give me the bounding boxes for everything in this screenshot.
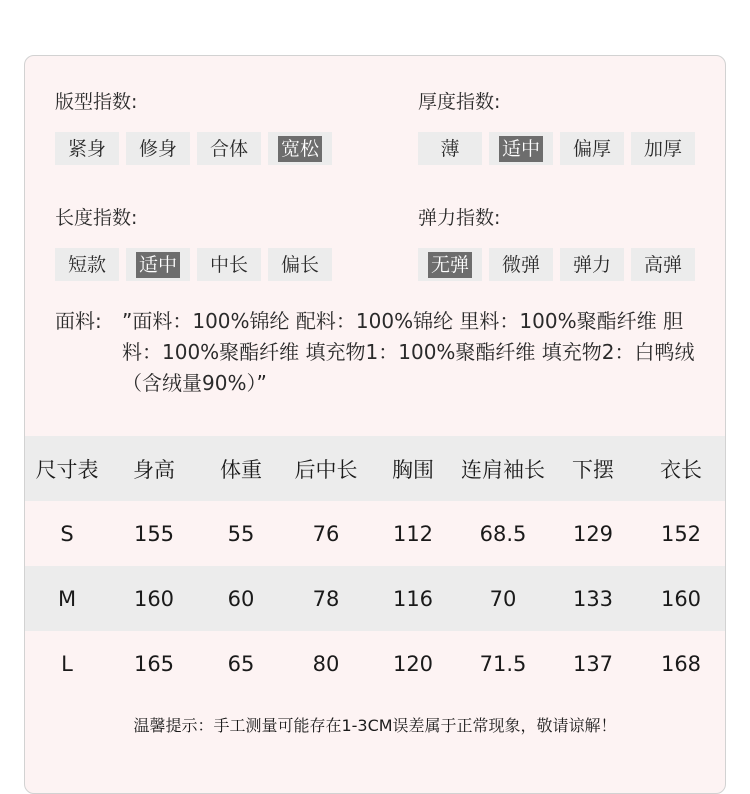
thickness-option-thin: 薄 xyxy=(418,132,482,165)
cell-chest: 112 xyxy=(392,521,434,546)
cell-weight: 65 xyxy=(227,651,255,676)
elasticity-index xyxy=(418,206,682,276)
cell-size: S xyxy=(60,521,74,546)
fit-option-slim: 修身 xyxy=(126,132,190,165)
length-option-medium: 适中 xyxy=(126,248,190,281)
elasticity-index-title: 弹力指数: xyxy=(418,207,501,229)
elasticity-option-stretch: 弹力 xyxy=(560,248,624,281)
cell-height: 155 xyxy=(133,521,175,546)
cell-size: L xyxy=(61,651,73,676)
cell-sleeve-length: 71.5 xyxy=(479,651,527,676)
length-index xyxy=(55,206,319,276)
cell-sleeve-length: 70 xyxy=(489,586,517,611)
fit-option-regular: 合体 xyxy=(197,132,261,165)
cell-height: 160 xyxy=(133,586,175,611)
cell-size: M xyxy=(57,586,77,611)
thickness-option-thickish: 偏厚 xyxy=(560,132,624,165)
cell-back-length: 80 xyxy=(312,651,340,676)
header-sleeve-length: 连肩袖长 xyxy=(461,457,545,482)
size-table-header xyxy=(25,436,725,501)
header-garment-length: 衣长 xyxy=(660,457,702,482)
cell-back-length: 78 xyxy=(312,586,340,611)
fabric-value: ”面料：100%锦纶 配料：100%锦纶 里料：100%聚酯纤维 胆料：100%聚酯纤维 填充物1：100%聚酯纤维 填充物2：白鸭绒 （含绒量90%）” xyxy=(122,309,695,395)
table-row xyxy=(25,631,725,696)
length-index-title: 长度指数: xyxy=(55,207,138,229)
length-option-mid-long: 中长 xyxy=(197,248,261,281)
thickness-option-thick: 加厚 xyxy=(631,132,695,165)
cell-garment-length: 168 xyxy=(660,651,702,676)
fit-index xyxy=(55,90,319,160)
fit-option-loose: 宽松 xyxy=(268,132,332,165)
header-back-length: 后中长 xyxy=(294,457,358,482)
header-size: 尺寸表 xyxy=(35,457,99,482)
header-chest: 胸围 xyxy=(392,457,434,482)
size-guide-card xyxy=(24,55,726,794)
header-weight: 体重 xyxy=(220,457,262,482)
measurement-note: 温馨提示：手工测量可能存在1-3CM误差属于正常现象，敬请谅解！ xyxy=(133,716,617,735)
fit-index-title: 版型指数: xyxy=(55,91,138,113)
cell-back-length: 76 xyxy=(312,521,340,546)
cell-weight: 60 xyxy=(227,586,255,611)
cell-chest: 116 xyxy=(392,586,434,611)
table-row xyxy=(25,566,725,631)
cell-hem: 129 xyxy=(572,521,614,546)
length-option-long: 偏长 xyxy=(268,248,332,281)
cell-weight: 55 xyxy=(227,521,255,546)
cell-sleeve-length: 68.5 xyxy=(479,521,527,546)
header-height: 身高 xyxy=(133,457,175,482)
cell-hem: 137 xyxy=(572,651,614,676)
elasticity-option-slight: 微弹 xyxy=(489,248,553,281)
cell-chest: 120 xyxy=(392,651,434,676)
header-hem: 下摆 xyxy=(572,457,614,482)
fabric-info xyxy=(55,306,695,399)
length-option-short: 短款 xyxy=(55,248,119,281)
cell-hem: 133 xyxy=(572,586,614,611)
cell-height: 165 xyxy=(133,651,175,676)
thickness-option-medium: 适中 xyxy=(489,132,553,165)
fit-option-tight: 紧身 xyxy=(55,132,119,165)
cell-garment-length: 160 xyxy=(660,586,702,611)
fabric-label: 面料: xyxy=(55,309,102,333)
elasticity-option-high: 高弹 xyxy=(631,248,695,281)
elasticity-option-none: 无弹 xyxy=(418,248,482,281)
thickness-index xyxy=(418,90,682,160)
table-row xyxy=(25,501,725,566)
cell-garment-length: 152 xyxy=(660,521,702,546)
thickness-index-title: 厚度指数: xyxy=(418,91,501,113)
